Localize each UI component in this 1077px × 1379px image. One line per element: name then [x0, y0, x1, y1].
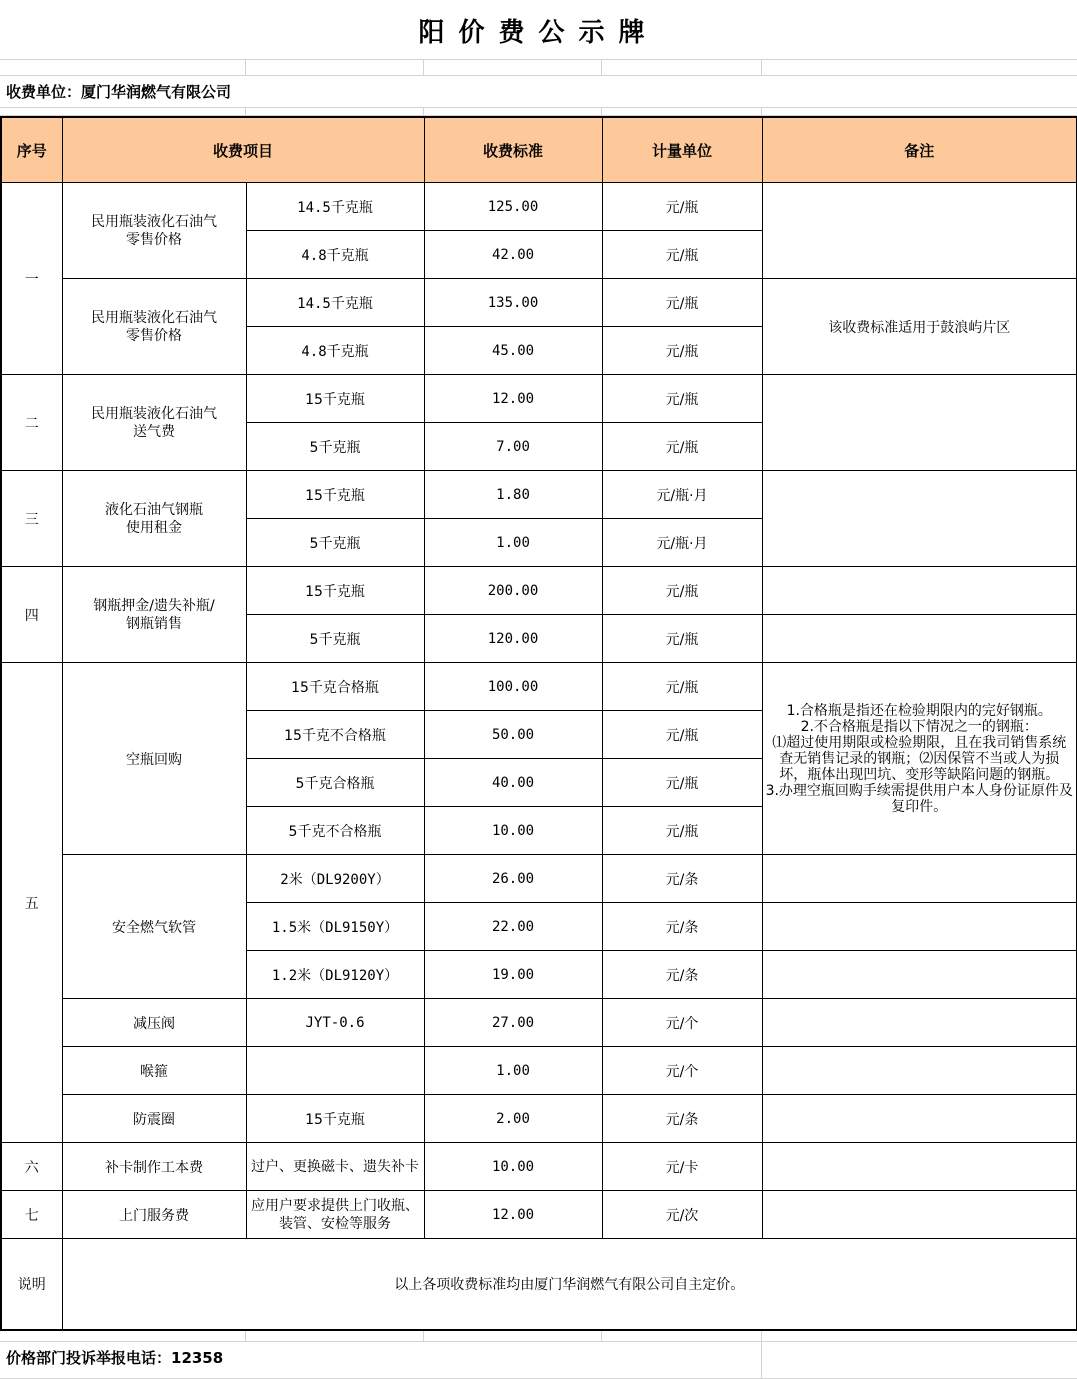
item-name: 防震圈	[62, 1095, 246, 1143]
table-row	[1, 1095, 1077, 1143]
group-number: 三	[1, 471, 62, 567]
spec-cell: 15千克瓶	[246, 1095, 424, 1143]
spec-cell: 1.2米（DL9120Y）	[246, 951, 424, 999]
table-row	[1, 855, 1077, 903]
price-cell: 10.00	[424, 807, 602, 855]
table-row	[1, 1191, 1077, 1239]
group-number: 一	[1, 183, 62, 375]
unit-cell: 元/个	[602, 999, 762, 1047]
group-number: 七	[1, 1191, 62, 1239]
spec-cell: 5千克瓶	[246, 519, 424, 567]
unit-cell: 元/瓶·月	[602, 519, 762, 567]
table-row	[1, 183, 1077, 231]
spec-cell: 15千克瓶	[246, 567, 424, 615]
unit-cell: 元/卡	[602, 1143, 762, 1191]
remark-gulangyu: 该收费标准适用于鼓浪屿片区	[762, 279, 1077, 375]
gridline-row-footer-spacer	[0, 1331, 1077, 1342]
spec-cell: 15千克合格瓶	[246, 663, 424, 711]
explain-row	[1, 1239, 1077, 1331]
table-row	[1, 567, 1077, 615]
table-row	[1, 663, 1077, 711]
unit-cell: 元/瓶	[602, 663, 762, 711]
unit-cell: 元/瓶	[602, 759, 762, 807]
item-name: 民用瓶装液化石油气 零售价格	[62, 183, 246, 279]
spec-cell: 5千克瓶	[246, 423, 424, 471]
remark-cell	[762, 999, 1077, 1047]
page-title: 阳价费公示牌	[418, 17, 659, 48]
spec-cell: 15千克瓶	[246, 471, 424, 519]
remark-cell	[762, 375, 1077, 471]
gridline-row-spacer	[0, 60, 1077, 76]
unit-cell: 元/瓶	[602, 279, 762, 327]
header-unit: 计量单位	[602, 117, 762, 183]
unit-cell: 元/瓶	[602, 231, 762, 279]
price-cell: 2.00	[424, 1095, 602, 1143]
unit-cell: 元/瓶	[602, 183, 762, 231]
header-item: 收费项目	[62, 117, 424, 183]
item-name: 钢瓶押金/遗失补瓶/ 钢瓶销售	[62, 567, 246, 663]
spec-cell: 15千克不合格瓶	[246, 711, 424, 759]
price-cell: 1.00	[424, 519, 602, 567]
spec-cell: 5千克瓶	[246, 615, 424, 663]
remark-cell	[762, 1143, 1077, 1191]
item-name: 民用瓶装液化石油气 送气费	[62, 375, 246, 471]
table-row	[1, 1143, 1077, 1191]
header-remark: 备注	[762, 117, 1077, 183]
remark-cell	[762, 615, 1077, 663]
price-cell: 12.00	[424, 1191, 602, 1239]
price-cell: 27.00	[424, 999, 602, 1047]
price-cell: 1.80	[424, 471, 602, 519]
charging-unit: 收费单位：厦门华润燃气有限公司	[6, 83, 232, 101]
group-number: 六	[1, 1143, 62, 1191]
item-name: 安全燃气软管	[62, 855, 246, 999]
remark-cell	[762, 183, 1077, 279]
explain-label: 说明	[1, 1239, 62, 1331]
spec-cell: 过户、更换磁卡、遗失补卡	[246, 1143, 424, 1191]
price-cell: 40.00	[424, 759, 602, 807]
item-name: 喉箍	[62, 1047, 246, 1095]
remark-cell	[762, 1047, 1077, 1095]
group-number: 四	[1, 567, 62, 663]
item-name: 上门服务费	[62, 1191, 246, 1239]
price-cell: 42.00	[424, 231, 602, 279]
spec-cell: 4.8千克瓶	[246, 327, 424, 375]
group-number: 五	[1, 663, 62, 1143]
spec-cell: 14.5千克瓶	[246, 183, 424, 231]
table-row	[1, 279, 1077, 327]
spec-cell: 5千克合格瓶	[246, 759, 424, 807]
spec-cell: 5千克不合格瓶	[246, 807, 424, 855]
price-cell: 10.00	[424, 1143, 602, 1191]
price-cell: 1.00	[424, 1047, 602, 1095]
price-cell: 22.00	[424, 903, 602, 951]
gridline-row-spacer2	[0, 108, 1077, 116]
remark-cell	[762, 951, 1077, 999]
unit-cell: 元/瓶	[602, 615, 762, 663]
header-standard: 收费标准	[424, 117, 602, 183]
group-number: 二	[1, 375, 62, 471]
unit-cell: 元/瓶	[602, 423, 762, 471]
price-cell: 125.00	[424, 183, 602, 231]
unit-cell: 元/条	[602, 903, 762, 951]
header-no: 序号	[1, 117, 62, 183]
unit-cell: 元/瓶	[602, 711, 762, 759]
remark-cell	[762, 1191, 1077, 1239]
remark-cell	[762, 567, 1077, 615]
spec-cell: 1.5米（DL9150Y）	[246, 903, 424, 951]
item-name: 空瓶回购	[62, 663, 246, 855]
unit-cell: 元/个	[602, 1047, 762, 1095]
spec-cell: 4.8千克瓶	[246, 231, 424, 279]
explain-text: 以上各项收费标准均由厦门华润燃气有限公司自主定价。	[62, 1239, 1077, 1331]
unit-cell: 元/条	[602, 951, 762, 999]
spec-cell: 15千克瓶	[246, 375, 424, 423]
item-name: 民用瓶装液化石油气 零售价格	[62, 279, 246, 375]
table-row	[1, 471, 1077, 519]
unit-cell: 元/次	[602, 1191, 762, 1239]
price-cell: 26.00	[424, 855, 602, 903]
spec-cell: 14.5千克瓶	[246, 279, 424, 327]
complaint-hotline: 价格部门投诉举报电话：12358	[6, 1349, 224, 1367]
remark-cell	[762, 903, 1077, 951]
unit-cell: 元/条	[602, 855, 762, 903]
price-cell: 19.00	[424, 951, 602, 999]
remark-cell	[762, 1095, 1077, 1143]
price-cell: 200.00	[424, 567, 602, 615]
unit-cell: 元/瓶	[602, 807, 762, 855]
table-header-row	[1, 117, 1077, 183]
price-cell: 50.00	[424, 711, 602, 759]
unit-cell: 元/瓶·月	[602, 471, 762, 519]
table-row	[1, 999, 1077, 1047]
remark-cell	[762, 471, 1077, 567]
item-name: 补卡制作工本费	[62, 1143, 246, 1191]
remark-buyback-note: 1.合格瓶是指还在检验期限内的完好钢瓶。 2.不合格瓶是指以下情况之一的钢瓶： ⑴超过使用期限或检验期限，且在我司销售系统查无销售记录的钢瓶；⑵因保管不当或人为损坏，瓶体出现凹坑、变形等缺陷问题的钢瓶。 3.办理空瓶回购手续需提供用户本人身份证原件及复印件。	[762, 663, 1077, 855]
table-row	[1, 375, 1077, 423]
unit-cell: 元/瓶	[602, 375, 762, 423]
item-name: 液化石油气钢瓶 使用租金	[62, 471, 246, 567]
price-cell: 120.00	[424, 615, 602, 663]
price-cell: 12.00	[424, 375, 602, 423]
spec-cell: 2米（DL9200Y）	[246, 855, 424, 903]
spec-cell: 应用户要求提供上门收瓶、装管、安检等服务	[246, 1191, 424, 1239]
unit-cell: 元/条	[602, 1095, 762, 1143]
spec-cell: JYT-0.6	[246, 999, 424, 1047]
price-cell: 45.00	[424, 327, 602, 375]
unit-cell: 元/瓶	[602, 567, 762, 615]
price-cell: 7.00	[424, 423, 602, 471]
table-row	[1, 1047, 1077, 1095]
item-name: 减压阀	[62, 999, 246, 1047]
fee-table	[0, 116, 1077, 1331]
spec-cell	[246, 1047, 424, 1095]
price-cell: 135.00	[424, 279, 602, 327]
remark-cell	[762, 855, 1077, 903]
price-cell: 100.00	[424, 663, 602, 711]
unit-cell: 元/瓶	[602, 327, 762, 375]
